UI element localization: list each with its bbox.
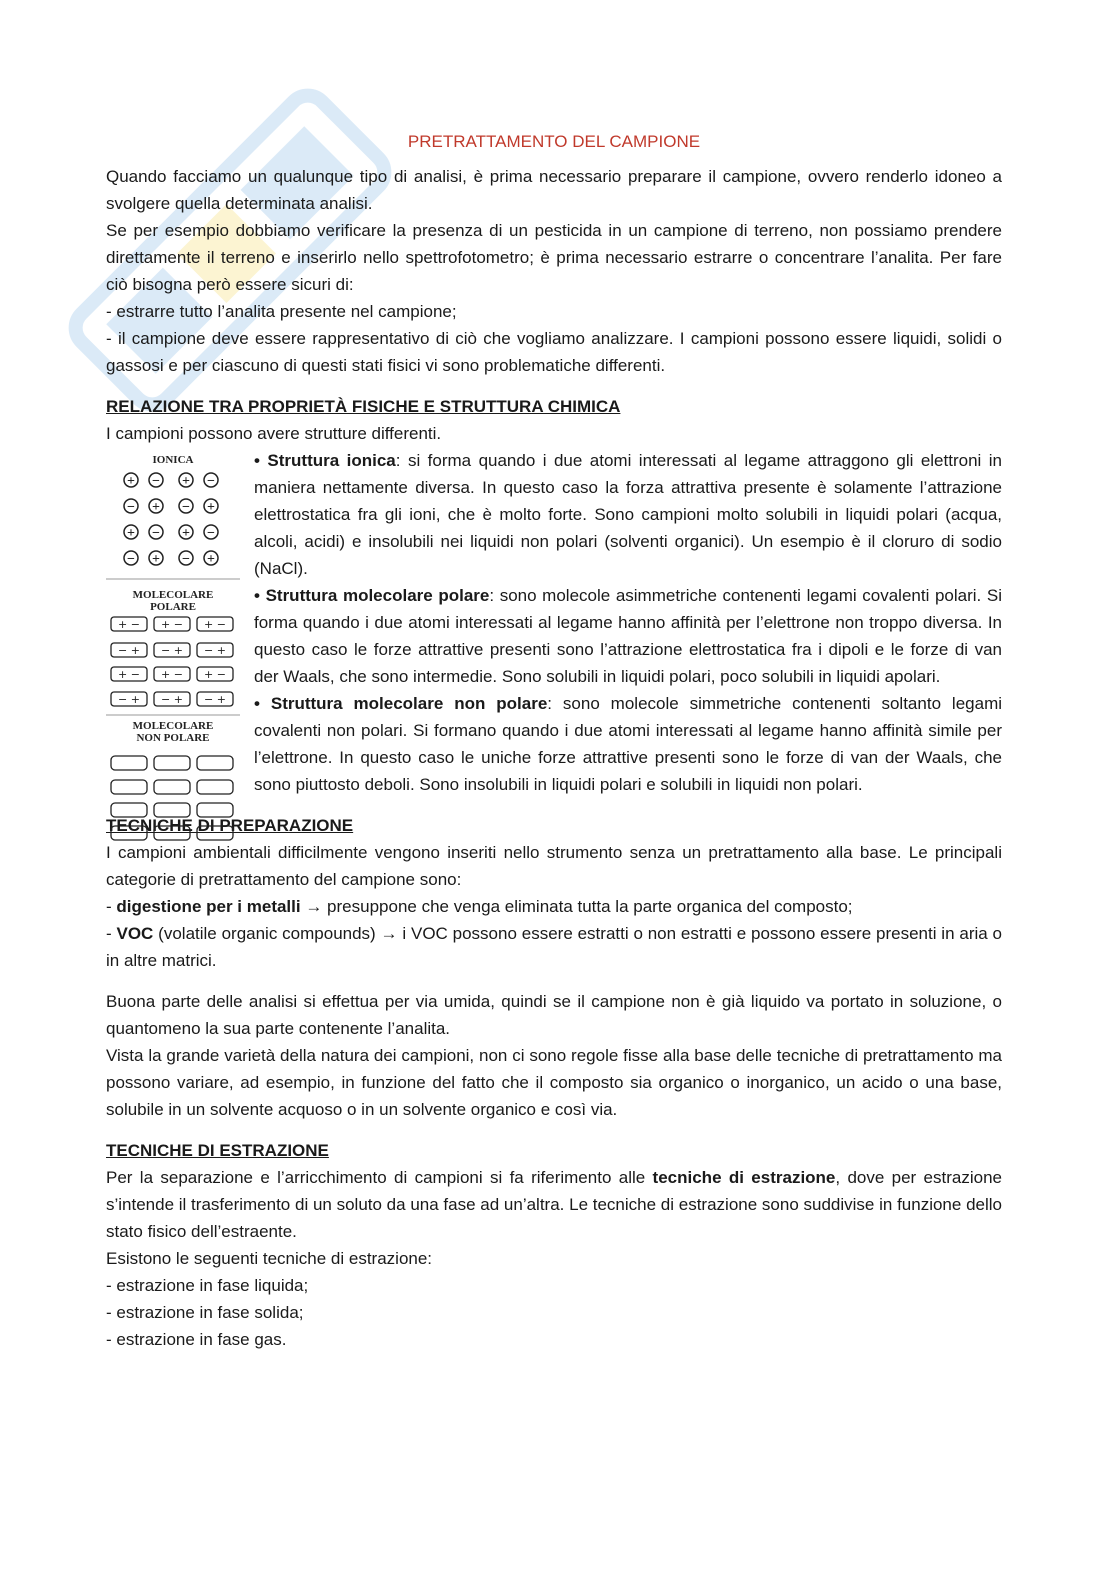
- section-heading-preparation: TECNICHE DI PREPARAZIONE: [106, 816, 354, 835]
- svg-text:+: +: [127, 526, 135, 541]
- svg-text:− +: − +: [118, 644, 140, 657]
- preparation-list-item-1: - digestione per i metalli → presuppone che venga eliminata tutta la parte organica del composto;: [106, 897, 853, 916]
- svg-text:+ −: + −: [161, 618, 183, 631]
- extraction-list-item-3: - estrazione in fase gas.: [106, 1330, 287, 1349]
- preparation-paragraph-2: Buona parte delle analisi si effettua per via umida, quindi se il campione non è già liquido va portato in soluzione, o quantomeno la sua parte contenente l’analita.: [106, 992, 1002, 1038]
- preparation-list-item-2: - VOC (volatile organic compounds) → i VOC possono essere estratti o non estratti e possono essere presenti in aria o in altre matrici.: [106, 924, 1003, 970]
- svg-text:−: −: [207, 526, 215, 541]
- ion-row-1: [124, 473, 218, 489]
- intro-list-item-1: - estrarre tutto l’analita presente nel campione;: [106, 302, 457, 321]
- svg-text:−: −: [152, 526, 160, 541]
- ionic-structure-text: : si forma quando i due atomi interessati al legame attraggono gli elettroni in maniera nettamente diversa. In questo caso la forza attrattiva presente è solamente l’attrazione elettrostatica fra gli ioni, che è molto forte. Sono campioni molto solubili in liquidi polari (acqua, alcoli, acidi) e insolubili nei liquidi non polari (solventi organici). Un esempio è il cloruro di sodio (NaCl).: [254, 451, 1002, 578]
- svg-text:−: −: [127, 500, 135, 515]
- structure-descriptions: [254, 447, 1002, 798]
- svg-text:+: +: [127, 474, 135, 489]
- svg-text:−: −: [207, 474, 215, 489]
- section-heading-extraction: TECNICHE DI ESTRAZIONE: [106, 1141, 329, 1160]
- section-heading-structure: RELAZIONE TRA PROPRIETÀ FISICHE E STRUTTURA CHIMICA: [106, 397, 621, 416]
- section-1-lead: I campioni possono avere strutture differenti.: [106, 424, 442, 443]
- voc-term: VOC: [116, 924, 154, 943]
- extraction-paragraph-1: Per la separazione e l’arricchimento di campioni si fa riferimento alle tecniche di estrazione, dove per estrazione s’intende il trasferimento di un soluto da una fase ad un’altra. Le tecniche di estrazione sono suddivise in funzione dello stato fisico dell’estraente.: [106, 1168, 1002, 1241]
- svg-text:− +: − +: [118, 693, 140, 706]
- svg-text:+ −: + −: [204, 668, 226, 681]
- ionic-structure-paragraph: [254, 447, 1002, 582]
- structure-diagram: [106, 451, 240, 851]
- label-ionic: IONICA: [152, 454, 194, 466]
- svg-text:+ −: + −: [118, 618, 140, 631]
- label-polar-2: POLARE: [150, 601, 196, 613]
- svg-text:−: −: [127, 552, 135, 567]
- svg-text:− +: − +: [204, 644, 226, 657]
- polar-structure-term: • Struttura molecolare polare: [254, 586, 490, 605]
- nonpolar-structure-paragraph: [254, 690, 1002, 798]
- svg-text:− +: − +: [161, 693, 183, 706]
- polar-structure-text: : sono molecole asimmetriche contenenti legami covalenti polari. Si forma quando i due atomi interessati al legame hanno affinità per l’elettrone non troppo diversa. In questo caso le forze attrattive presenti sono l’attrazione elettrostatica fra i dipoli e le forze di van der Waals, che sono intermedie. Sono solubili in liquidi polari, poco solubili in liquidi apolari.: [254, 586, 1002, 686]
- svg-text:−: −: [182, 552, 190, 567]
- document-body: [106, 128, 1002, 1353]
- svg-text:+: +: [152, 552, 160, 567]
- svg-text:+: +: [207, 552, 215, 567]
- svg-text:+ −: + −: [118, 668, 140, 681]
- preparation-paragraph-1: I campioni ambientali difficilmente vengono inseriti nello strumento senza un pretrattamento alla base. Le principali categorie di pretrattamento del campione sono:: [106, 843, 1002, 889]
- svg-text:+ −: + −: [161, 668, 183, 681]
- svg-text:− +: − +: [161, 644, 183, 657]
- intro-list-item-2: - il campione deve essere rappresentativo di ciò che vogliamo analizzare. I campioni possono essere liquidi, solidi o gassosi e per ciascuno di questi stati fisici vi sono problematiche differenti.: [106, 329, 1002, 375]
- ion-row-2: [124, 499, 218, 515]
- extraction-techniques-term: tecniche di estrazione: [652, 1168, 836, 1187]
- intro-paragraph-1: Quando facciamo un qualunque tipo di analisi, è prima necessario preparare il campione, ovvero renderlo idoneo a svolgere quella determinata analisi.: [106, 167, 1002, 213]
- metals-digestion-term: digestione per i metalli: [116, 897, 301, 916]
- structure-block: [106, 447, 1002, 798]
- nonpolar-structure-text: : sono molecole simmetriche contenenti soltanto legami covalenti non polari. Si formano quando i due atomi interessati al legame hanno affinità simile per l’elettrone. In questo caso le uniche forze attrattive presenti sono le forze di van der Waals, che sono piuttosto deboli. Sono insolubili in liquidi polari e solubili in liquidi non polari.: [254, 694, 1003, 794]
- label-nonpolar-1: MOLECOLARE: [132, 720, 214, 732]
- page-title: PRETRATTAMENTO DEL CAMPIONE: [407, 132, 701, 151]
- svg-text:+ −: + −: [204, 618, 226, 631]
- ionic-structure-term: • Struttura ionica: [254, 451, 396, 470]
- nonpolar-structure-term: • Struttura molecolare non polare: [254, 694, 548, 713]
- svg-text:+: +: [152, 500, 160, 515]
- ion-row-3: [124, 525, 218, 541]
- svg-text:+: +: [182, 474, 190, 489]
- extraction-list-item-2: - estrazione in fase solida;: [106, 1303, 304, 1322]
- svg-text:−: −: [152, 474, 160, 489]
- preparation-paragraph-3: Vista la grande varietà della natura dei campioni, non ci sono regole fisse alla base delle tecniche di pretrattamento ma possono variare, ad esempio, in funzione del fatto che il composto sia organico o inorganico, un acido o una base, solubile in un solvente acquoso o in un solvente organico e così via.: [106, 1046, 1002, 1119]
- svg-text:− +: − +: [204, 693, 226, 706]
- ionic-grid: [124, 473, 218, 567]
- svg-text:+: +: [182, 526, 190, 541]
- extraction-paragraph-2: Esistono le seguenti tecniche di estrazione:: [106, 1249, 433, 1268]
- intro-paragraph-2: Se per esempio dobbiamo verificare la presenza di un pesticida in un campione di terreno, non possiamo prendere direttamente il terreno e inserirlo nello spettrofotometro; è prima necessario estrarre o concentrare l’analita. Per fare ciò bisogna però essere sicuri di:: [106, 221, 1002, 294]
- svg-text:+: +: [207, 500, 215, 515]
- label-nonpolar-2: NON POLARE: [136, 732, 210, 744]
- polar-structure-paragraph: [254, 582, 1002, 690]
- ion-row-4: [124, 551, 218, 567]
- label-polar-1: MOLECOLARE: [132, 589, 214, 601]
- svg-text:−: −: [182, 500, 190, 515]
- extraction-list-item-1: - estrazione in fase liquida;: [106, 1276, 309, 1295]
- nonpolar-grid: [111, 756, 233, 840]
